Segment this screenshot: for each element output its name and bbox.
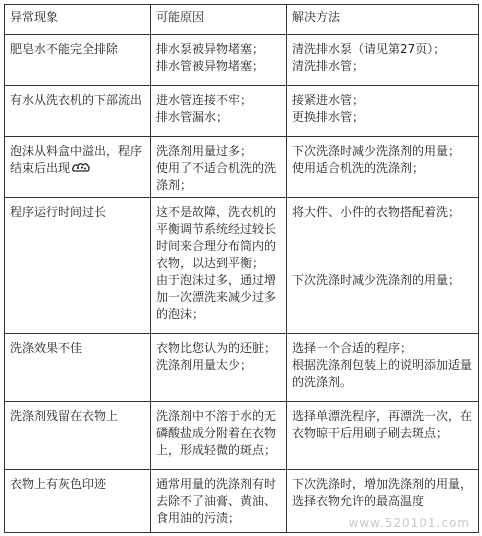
problem-cell: 有水从洗衣机的下部流出 — [5, 86, 151, 137]
header-solution: 解决方法 — [287, 5, 479, 35]
table-row — [5, 402, 479, 470]
solution-cell — [287, 137, 479, 198]
table-row — [5, 198, 479, 334]
cause-cell — [151, 198, 287, 334]
cause-cell — [151, 334, 287, 402]
cause-line: 洗涤剂中不溶于水的无磷酸盐成分附着在衣物上，形成轻微的斑点； — [156, 409, 277, 457]
solution-line: 下次洗涤时减少洗涤剂的用量； — [292, 273, 461, 287]
problem-cell: 洗涤剂残留在衣物上 — [5, 402, 151, 470]
solution-cell — [287, 198, 479, 334]
solution-cell — [287, 402, 479, 470]
solution-cell — [287, 334, 479, 402]
solution-line: 将大件、小件的衣物搭配着洗； — [292, 205, 461, 219]
solution-cell — [287, 86, 479, 137]
problem-cell: 肥皂水不能完全排除 — [5, 35, 151, 86]
troubleshooting-table — [4, 4, 479, 533]
cause-line: 使用了不适合机洗的洗涤剂； — [156, 161, 277, 192]
solution-line: 使用适合机洗的洗涤剂； — [292, 161, 425, 175]
cause-cell — [151, 86, 287, 137]
cause-line: 洗涤剂用量过多； — [156, 144, 253, 158]
problem-cell — [5, 137, 151, 198]
solution-line: 更换排水管； — [292, 110, 365, 124]
table-row — [5, 334, 479, 402]
cause-line: 这不是故障，洗衣机的平衡调节系统经过较长时间来合理分布筒内的衣物，以达到平衡； — [156, 205, 277, 270]
cause-line: 进水管连接不牢； — [156, 93, 253, 107]
header-cause: 可能原因 — [151, 5, 287, 35]
watermark: www.520101.com — [348, 516, 470, 530]
solution-line: 选择一个合适的程序； — [292, 341, 413, 355]
problem-cell: 程序运行时间过长 — [5, 198, 151, 334]
cause-cell — [151, 35, 287, 86]
problem-text: 泡沫从料盒中溢出，程序结束后出现 — [10, 144, 143, 175]
table-row — [5, 137, 479, 198]
header-row — [5, 5, 479, 35]
solution-line: 接紧进水管； — [292, 93, 365, 107]
cause-line: 衣物比您认为的还脏； — [156, 341, 277, 355]
cause-cell — [151, 137, 287, 198]
foam-symbol-icon — [72, 162, 90, 174]
table-row — [5, 86, 479, 137]
cause-line: 洗涤剂用量太少； — [156, 358, 253, 372]
cause-line: 排水管漏水； — [156, 110, 229, 124]
solution-line: 清洗排水泵（请见第27页）； — [292, 42, 446, 56]
solution-line: 清洗排水管； — [292, 59, 365, 73]
solution-line: 下次洗涤时，增加洗涤剂的用量，选择衣物允许的最高温度 — [292, 477, 473, 508]
table-row — [5, 35, 479, 86]
solution-line: 选择单漂洗程序，再漂洗一次，在衣物晾干后用刷子刷去斑点； — [292, 409, 473, 440]
problem-cell: 衣物上有灰色印迹 — [5, 470, 151, 533]
solution-cell — [287, 35, 479, 86]
header-problem: 异常现象 — [5, 5, 151, 35]
cause-line: 排水管被异物堵塞； — [156, 59, 265, 73]
cause-cell — [151, 402, 287, 470]
cause-line: 由于泡沫过多，通过增加一次漂洗来减少过多的泡沫； — [156, 273, 277, 321]
cause-line: 排水泵被异物堵塞； — [156, 42, 265, 56]
problem-cell: 洗涤效果不佳 — [5, 334, 151, 402]
solution-line: 根据洗涤剂包装上的说明添加适量的洗涤剂。 — [292, 358, 473, 389]
solution-cell — [287, 470, 479, 533]
cause-cell — [151, 470, 287, 533]
table-row — [5, 470, 479, 533]
solution-line: 下次洗涤时减少洗涤剂的用量； — [292, 144, 461, 158]
cause-line: 通常用量的洗涤剂有时去除不了油膏、黄油、食用油的污渍； — [156, 477, 277, 525]
